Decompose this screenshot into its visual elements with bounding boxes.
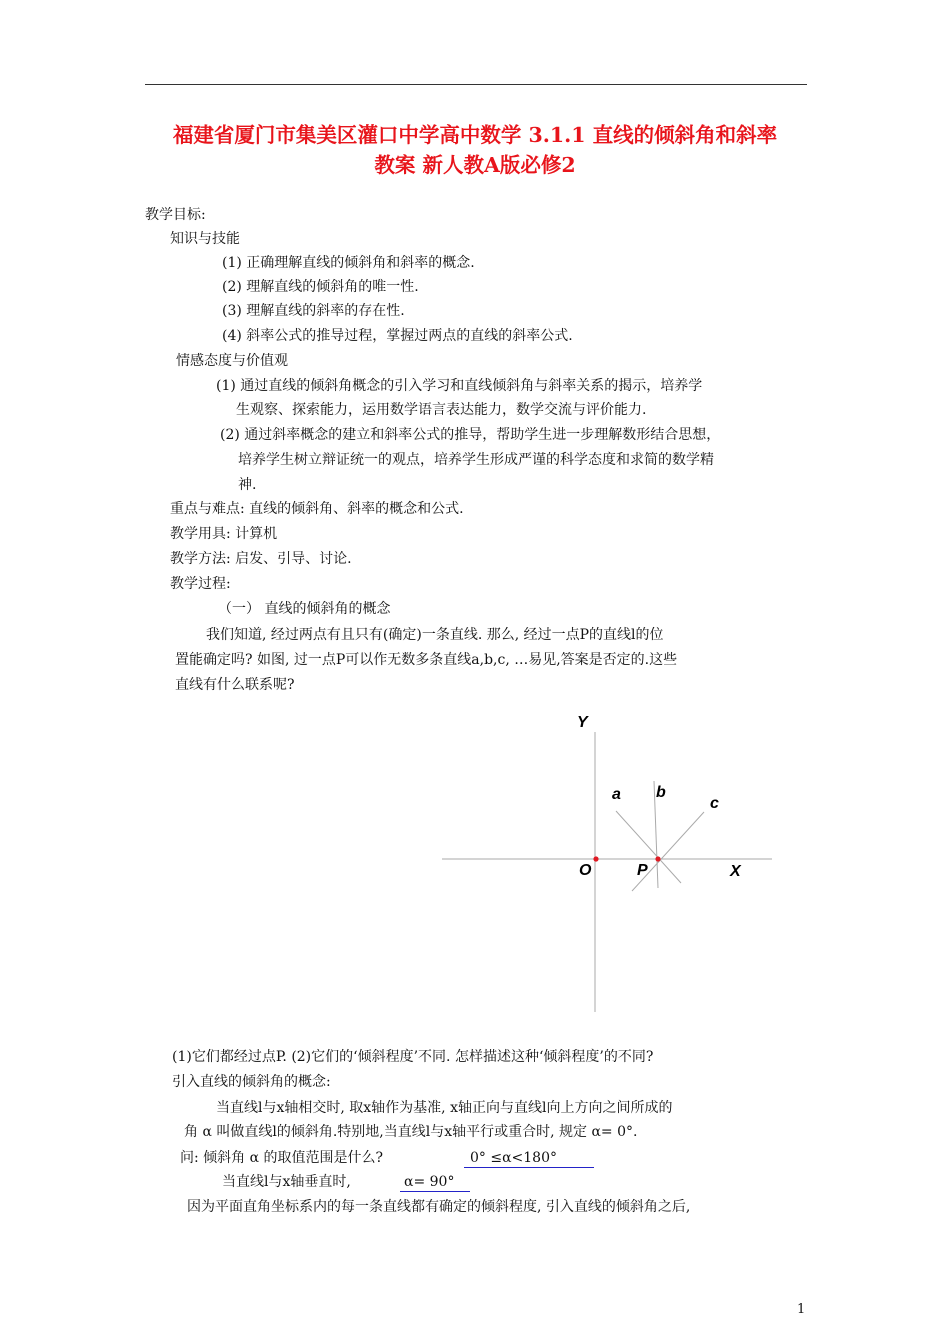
teaching-method: 教学方法: 启发、引导、讨论.: [170, 551, 352, 567]
line-c-label: c: [710, 795, 719, 812]
origin-point: [593, 856, 598, 861]
teaching-tools: 教学用具: 计算机: [170, 526, 278, 542]
attitude-heading: 情感态度与价值观: [176, 353, 288, 369]
range-answer-underline: [464, 1167, 594, 1168]
section1-para-line2: 置能确定吗? 如图, 过一点P可以作无数多条直线a,b,c, …易见,答案是否定的.这些: [175, 652, 678, 668]
perpendicular-text: 当直线l与x轴垂直时,: [222, 1174, 351, 1190]
definition-line1: 当直线l与x轴相交时, 取x轴作为基准, x轴正向与直线l向上方向之间所成的: [216, 1100, 673, 1116]
attitude-item1-line2: 生观察、探索能力，运用数学语言表达能力，数学交流与评价能力.: [236, 402, 647, 418]
knowledge-heading: 知识与技能: [170, 231, 240, 247]
objectives-heading: 教学目标:: [145, 207, 206, 223]
knowledge-item-2: (2) 理解直线的倾斜角的唯一性.: [222, 279, 419, 295]
document-title-line2: 教案 新人教A版必修2: [374, 153, 576, 177]
knowledge-item-3: (3) 理解直线的斜率的存在性.: [222, 303, 405, 319]
line-a-label: a: [612, 786, 621, 803]
definition-line2: 角 α 叫做直线l的倾斜角.特别地,当直线l与x轴平行或重合时, 规定 α= 0°.: [184, 1124, 638, 1140]
perpendicular-answer-underline: [400, 1191, 470, 1192]
point-p: [655, 856, 660, 861]
after-figure-line1: (1)它们都经过点P. (2)它们的‘倾斜程度’不同. 怎样描述这种‘倾斜程度’的不同?: [172, 1049, 654, 1065]
origin-label: O: [579, 862, 592, 879]
last-line: 因为平面直角坐标系内的每一条直线都有确定的倾斜程度, 引入直线的倾斜角之后,: [187, 1199, 691, 1215]
knowledge-item-1: (1) 正确理解直线的倾斜角和斜率的概念.: [222, 255, 475, 271]
y-axis-label: Y: [577, 714, 588, 731]
page-number: 1: [797, 1302, 806, 1317]
attitude-item2-line1: (2) 通过斜率概念的建立和斜率公式的推导，帮助学生进一步理解数形结合思想，: [220, 427, 721, 443]
section1-para-line1: 我们知道, 经过两点有且只有(确定)一条直线. 那么, 经过一点P的直线l的位: [206, 627, 664, 643]
x-axis-label: X: [730, 863, 741, 880]
line-b-label: b: [656, 784, 666, 801]
perpendicular-answer: α= 90°: [404, 1174, 455, 1190]
document-title-line1: 福建省厦门市集美区灌口中学高中数学 3.1.1 直线的倾斜角和斜率: [172, 123, 778, 147]
knowledge-item-4: (4) 斜率公式的推导过程，掌握过两点的直线的斜率公式.: [222, 328, 573, 344]
teaching-process: 教学过程:: [170, 576, 231, 592]
range-answer: 0° ≤α<180°: [470, 1150, 557, 1166]
point-p-label: P: [637, 862, 648, 879]
section1-heading: （一） 直线的倾斜角的概念: [218, 601, 391, 617]
attitude-item1-line1: (1) 通过直线的倾斜角概念的引入学习和直线倾斜角与斜率关系的揭示，培养学: [216, 378, 703, 394]
attitude-item2-line3: 神.: [238, 477, 257, 493]
range-question: 问: 倾斜角 α 的取值范围是什么?: [180, 1150, 384, 1166]
line-c: [632, 812, 704, 891]
section1-para-line3: 直线有什么联系呢?: [175, 677, 295, 693]
attitude-item2-line2: 培养学生树立辩证统一的观点，培养学生形成严谨的科学态度和求简的数学精: [238, 452, 714, 468]
after-figure-line2: 引入直线的倾斜角的概念:: [172, 1074, 331, 1090]
key-points: 重点与难点: 直线的倾斜角、斜率的概念和公式.: [170, 501, 464, 517]
